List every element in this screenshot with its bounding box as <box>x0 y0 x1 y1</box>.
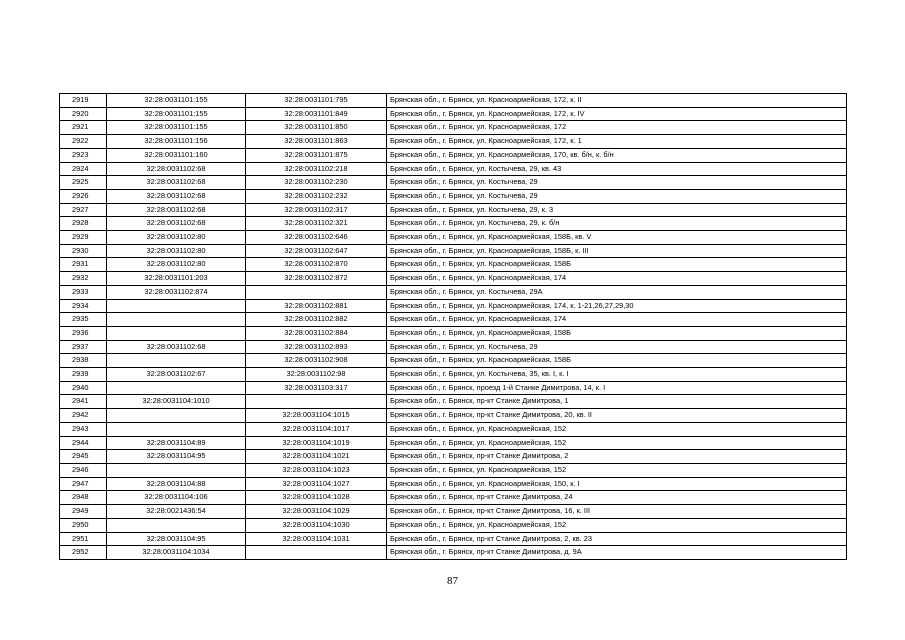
address-cell: Брянская обл., г. Брянск, ул. Костычева, 29 <box>387 340 847 354</box>
row-number-cell: 2927 <box>60 203 107 217</box>
table-row <box>60 231 847 245</box>
object-cadastral-number-cell: 32:28:0031102:98 <box>246 368 387 382</box>
object-cadastral-number-cell: 32:28:0031104:1029 <box>246 505 387 519</box>
table-row <box>60 463 847 477</box>
land-cadastral-number-cell <box>107 326 246 340</box>
address-cell: Брянская обл., г. Брянск, ул. Костычева, 29 <box>387 176 847 190</box>
table-row <box>60 217 847 231</box>
row-number-cell: 2944 <box>60 436 107 450</box>
land-cadastral-number-cell <box>107 381 246 395</box>
land-cadastral-number-cell: 32:28:0031102:874 <box>107 285 246 299</box>
land-cadastral-number-cell: 32:28:0031104:89 <box>107 436 246 450</box>
row-number-cell: 2941 <box>60 395 107 409</box>
table-row <box>60 368 847 382</box>
address-cell: Брянская обл., г. Брянск, ул. Красноармейская, 170, кв. б/н, к. б/н <box>387 148 847 162</box>
row-number-cell: 2930 <box>60 244 107 258</box>
row-number-cell: 2934 <box>60 299 107 313</box>
address-cell: Брянская обл., г. Брянск, ул. Костычева, 29, кв. 43 <box>387 162 847 176</box>
land-cadastral-number-cell: 32:28:0031101:155 <box>107 121 246 135</box>
table-row <box>60 491 847 505</box>
row-number-cell: 2952 <box>60 546 107 560</box>
object-cadastral-number-cell: 32:28:0031102:893 <box>246 340 387 354</box>
object-cadastral-number-cell: 32:28:0031104:1019 <box>246 436 387 450</box>
object-cadastral-number-cell: 32:28:0031102:908 <box>246 354 387 368</box>
object-cadastral-number-cell: 32:28:0031102:647 <box>246 244 387 258</box>
object-cadastral-number-cell: 32:28:0031104:1023 <box>246 463 387 477</box>
table-row <box>60 135 847 149</box>
land-cadastral-number-cell: 32:28:0031104:1034 <box>107 546 246 560</box>
table-row <box>60 176 847 190</box>
row-number-cell: 2938 <box>60 354 107 368</box>
address-cell: Брянская обл., г. Брянск, пр-кт Станке Димитрова, д. 9А <box>387 546 847 560</box>
address-cell: Брянская обл., г. Брянск, ул. Красноармейская, 158Б <box>387 326 847 340</box>
row-number-cell: 2920 <box>60 107 107 121</box>
address-cell: Брянская обл., г. Брянск, ул. Красноармейская, 174 <box>387 272 847 286</box>
object-cadastral-number-cell: 32:28:0031104:1017 <box>246 422 387 436</box>
row-number-cell: 2948 <box>60 491 107 505</box>
land-cadastral-number-cell: 32:28:0031102:67 <box>107 368 246 382</box>
address-cell: Брянская обл., г. Брянск, ул. Красноармейская, 172, к. II <box>387 94 847 108</box>
address-cell: Брянская обл., г. Брянск, ул. Красноармейская, 174, к. 1-21,26,27,29,30 <box>387 299 847 313</box>
row-number-cell: 2943 <box>60 422 107 436</box>
address-cell: Брянская обл., г. Брянск, ул. Красноармейская, 152 <box>387 436 847 450</box>
row-number-cell: 2949 <box>60 505 107 519</box>
land-cadastral-number-cell <box>107 354 246 368</box>
address-cell: Брянская обл., г. Брянск, ул. Красноармейская, 152 <box>387 463 847 477</box>
table-row <box>60 203 847 217</box>
row-number-cell: 2945 <box>60 450 107 464</box>
table-row <box>60 162 847 176</box>
table-row <box>60 272 847 286</box>
object-cadastral-number-cell: 32:28:0031104:1028 <box>246 491 387 505</box>
object-cadastral-number-cell: 32:28:0031104:1027 <box>246 477 387 491</box>
table-row <box>60 422 847 436</box>
object-cadastral-number-cell <box>246 285 387 299</box>
table-row <box>60 94 847 108</box>
object-cadastral-number-cell: 32:28:0031102:646 <box>246 231 387 245</box>
object-cadastral-number-cell: 32:28:0031102:232 <box>246 189 387 203</box>
registry-table <box>59 93 847 560</box>
row-number-cell: 2926 <box>60 189 107 203</box>
row-number-cell: 2928 <box>60 217 107 231</box>
table-row <box>60 518 847 532</box>
table-row <box>60 285 847 299</box>
table-row <box>60 107 847 121</box>
object-cadastral-number-cell <box>246 395 387 409</box>
object-cadastral-number-cell: 32:28:0031104:1021 <box>246 450 387 464</box>
table-row <box>60 244 847 258</box>
land-cadastral-number-cell <box>107 463 246 477</box>
table-row <box>60 340 847 354</box>
land-cadastral-number-cell: 32:28:0031102:68 <box>107 217 246 231</box>
land-cadastral-number-cell: 32:28:0031102:80 <box>107 258 246 272</box>
row-number-cell: 2925 <box>60 176 107 190</box>
address-cell: Брянская обл., г. Брянск, ул. Красноармейская, 172, к. IV <box>387 107 847 121</box>
address-cell: Брянская обл., г. Брянск, пр-кт Станке Димитрова, 24 <box>387 491 847 505</box>
land-cadastral-number-cell: 32:28:0031104:106 <box>107 491 246 505</box>
land-cadastral-number-cell: 32:28:0031104:95 <box>107 450 246 464</box>
row-number-cell: 2950 <box>60 518 107 532</box>
object-cadastral-number-cell: 32:28:0031102:218 <box>246 162 387 176</box>
land-cadastral-number-cell: 32:28:0031101:156 <box>107 135 246 149</box>
land-cadastral-number-cell <box>107 422 246 436</box>
row-number-cell: 2921 <box>60 121 107 135</box>
object-cadastral-number-cell: 32:28:0031102:872 <box>246 272 387 286</box>
object-cadastral-number-cell: 32:28:0031101:863 <box>246 135 387 149</box>
land-cadastral-number-cell: 32:28:0031101:155 <box>107 94 246 108</box>
address-cell: Брянская обл., г. Брянск, ул. Красноармейская, 158Б <box>387 258 847 272</box>
object-cadastral-number-cell: 32:28:0031101:849 <box>246 107 387 121</box>
land-cadastral-number-cell: 32:28:0031104:1010 <box>107 395 246 409</box>
address-cell: Брянская обл., г. Брянск, ул. Костычева, 35, кв. I, к. I <box>387 368 847 382</box>
address-cell: Брянская обл., г. Брянск, ул. Красноармейская, 150, к. I <box>387 477 847 491</box>
row-number-cell: 2935 <box>60 313 107 327</box>
address-cell: Брянская обл., г. Брянск, пр-кт Станке Димитрова, 1 <box>387 395 847 409</box>
table-row <box>60 148 847 162</box>
row-number-cell: 2946 <box>60 463 107 477</box>
land-cadastral-number-cell: 32:28:0031104:95 <box>107 532 246 546</box>
row-number-cell: 2947 <box>60 477 107 491</box>
table-row <box>60 381 847 395</box>
table-row <box>60 477 847 491</box>
table-row <box>60 121 847 135</box>
land-cadastral-number-cell: 32:28:0031102:80 <box>107 231 246 245</box>
land-cadastral-number-cell <box>107 409 246 423</box>
address-cell: Брянская обл., г. Брянск, пр-кт Станке Димитрова, 2, кв. 23 <box>387 532 847 546</box>
table-row <box>60 326 847 340</box>
land-cadastral-number-cell: 32:28:0031101:160 <box>107 148 246 162</box>
address-cell: Брянская обл., г. Брянск, ул. Красноармейская, 158Б, к. III <box>387 244 847 258</box>
land-cadastral-number-cell: 32:28:0021436:54 <box>107 505 246 519</box>
address-cell: Брянская обл., г. Брянск, ул. Красноармейская, 152 <box>387 422 847 436</box>
table-row <box>60 313 847 327</box>
object-cadastral-number-cell: 32:28:0031102:884 <box>246 326 387 340</box>
object-cadastral-number-cell: 32:28:0031102:317 <box>246 203 387 217</box>
object-cadastral-number-cell <box>246 546 387 560</box>
row-number-cell: 2939 <box>60 368 107 382</box>
address-cell: Брянская обл., г. Брянск, ул. Красноармейская, 174 <box>387 313 847 327</box>
address-cell: Брянская обл., г. Брянск, ул. Костычева, 29, к. 3 <box>387 203 847 217</box>
row-number-cell: 2932 <box>60 272 107 286</box>
land-cadastral-number-cell: 32:28:0031102:68 <box>107 203 246 217</box>
table-row <box>60 354 847 368</box>
row-number-cell: 2937 <box>60 340 107 354</box>
land-cadastral-number-cell: 32:28:0031104:88 <box>107 477 246 491</box>
object-cadastral-number-cell: 32:28:0031102:870 <box>246 258 387 272</box>
land-cadastral-number-cell: 32:28:0031102:68 <box>107 189 246 203</box>
address-cell: Брянская обл., г. Брянск, пр-кт Станке Димитрова, 20, кв. II <box>387 409 847 423</box>
object-cadastral-number-cell: 32:28:0031103:317 <box>246 381 387 395</box>
object-cadastral-number-cell: 32:28:0031101:875 <box>246 148 387 162</box>
row-number-cell: 2936 <box>60 326 107 340</box>
table-row <box>60 505 847 519</box>
row-number-cell: 2922 <box>60 135 107 149</box>
address-cell: Брянская обл., г. Брянск, пр-кт Станке Димитрова, 2 <box>387 450 847 464</box>
table-row <box>60 189 847 203</box>
address-cell: Брянская обл., г. Брянск, ул. Костычева, 29А <box>387 285 847 299</box>
address-cell: Брянская обл., г. Брянск, ул. Красноармейская, 152 <box>387 518 847 532</box>
object-cadastral-number-cell: 32:28:0031102:230 <box>246 176 387 190</box>
row-number-cell: 2924 <box>60 162 107 176</box>
address-cell: Брянская обл., г. Брянск, ул. Красноармейская, 158Б <box>387 354 847 368</box>
land-cadastral-number-cell <box>107 518 246 532</box>
row-number-cell: 2923 <box>60 148 107 162</box>
table-row <box>60 409 847 423</box>
land-cadastral-number-cell: 32:28:0031102:68 <box>107 176 246 190</box>
table-row <box>60 258 847 272</box>
row-number-cell: 2919 <box>60 94 107 108</box>
address-cell: Брянская обл., г. Брянск, проезд 1-й Станке Димитрова, 14, к. I <box>387 381 847 395</box>
land-cadastral-number-cell: 32:28:0031101:203 <box>107 272 246 286</box>
land-cadastral-number-cell: 32:28:0031102:68 <box>107 162 246 176</box>
table-row <box>60 450 847 464</box>
address-cell: Брянская обл., г. Брянск, ул. Красноармейская, 158Б, кв. V <box>387 231 847 245</box>
object-cadastral-number-cell: 32:28:0031104:1031 <box>246 532 387 546</box>
object-cadastral-number-cell: 32:28:0031101:795 <box>246 94 387 108</box>
row-number-cell: 2951 <box>60 532 107 546</box>
row-number-cell: 2929 <box>60 231 107 245</box>
object-cadastral-number-cell: 32:28:0031102:321 <box>246 217 387 231</box>
land-cadastral-number-cell: 32:28:0031102:80 <box>107 244 246 258</box>
address-cell: Брянская обл., г. Брянск, ул. Костычева, 29 <box>387 189 847 203</box>
object-cadastral-number-cell: 32:28:0031102:882 <box>246 313 387 327</box>
land-cadastral-number-cell: 32:28:0031101:155 <box>107 107 246 121</box>
table-row <box>60 546 847 560</box>
object-cadastral-number-cell: 32:28:0031101:850 <box>246 121 387 135</box>
page-number: 87 <box>447 575 458 587</box>
table-row <box>60 532 847 546</box>
address-cell: Брянская обл., г. Брянск, пр-кт Станке Димитрова, 16, к. III <box>387 505 847 519</box>
object-cadastral-number-cell: 32:28:0031104:1015 <box>246 409 387 423</box>
object-cadastral-number-cell: 32:28:0031104:1030 <box>246 518 387 532</box>
row-number-cell: 2933 <box>60 285 107 299</box>
object-cadastral-number-cell: 32:28:0031102:881 <box>246 299 387 313</box>
row-number-cell: 2942 <box>60 409 107 423</box>
table-row <box>60 436 847 450</box>
registry-table-body <box>60 94 847 560</box>
land-cadastral-number-cell <box>107 313 246 327</box>
address-cell: Брянская обл., г. Брянск, ул. Красноармейская, 172 <box>387 121 847 135</box>
address-cell: Брянская обл., г. Брянск, ул. Красноармейская, 172, к. 1 <box>387 135 847 149</box>
address-cell: Брянская обл., г. Брянск, ул. Костычева, 29, к. б/н <box>387 217 847 231</box>
table-row <box>60 299 847 313</box>
land-cadastral-number-cell: 32:28:0031102:68 <box>107 340 246 354</box>
land-cadastral-number-cell <box>107 299 246 313</box>
row-number-cell: 2940 <box>60 381 107 395</box>
row-number-cell: 2931 <box>60 258 107 272</box>
table-row <box>60 395 847 409</box>
